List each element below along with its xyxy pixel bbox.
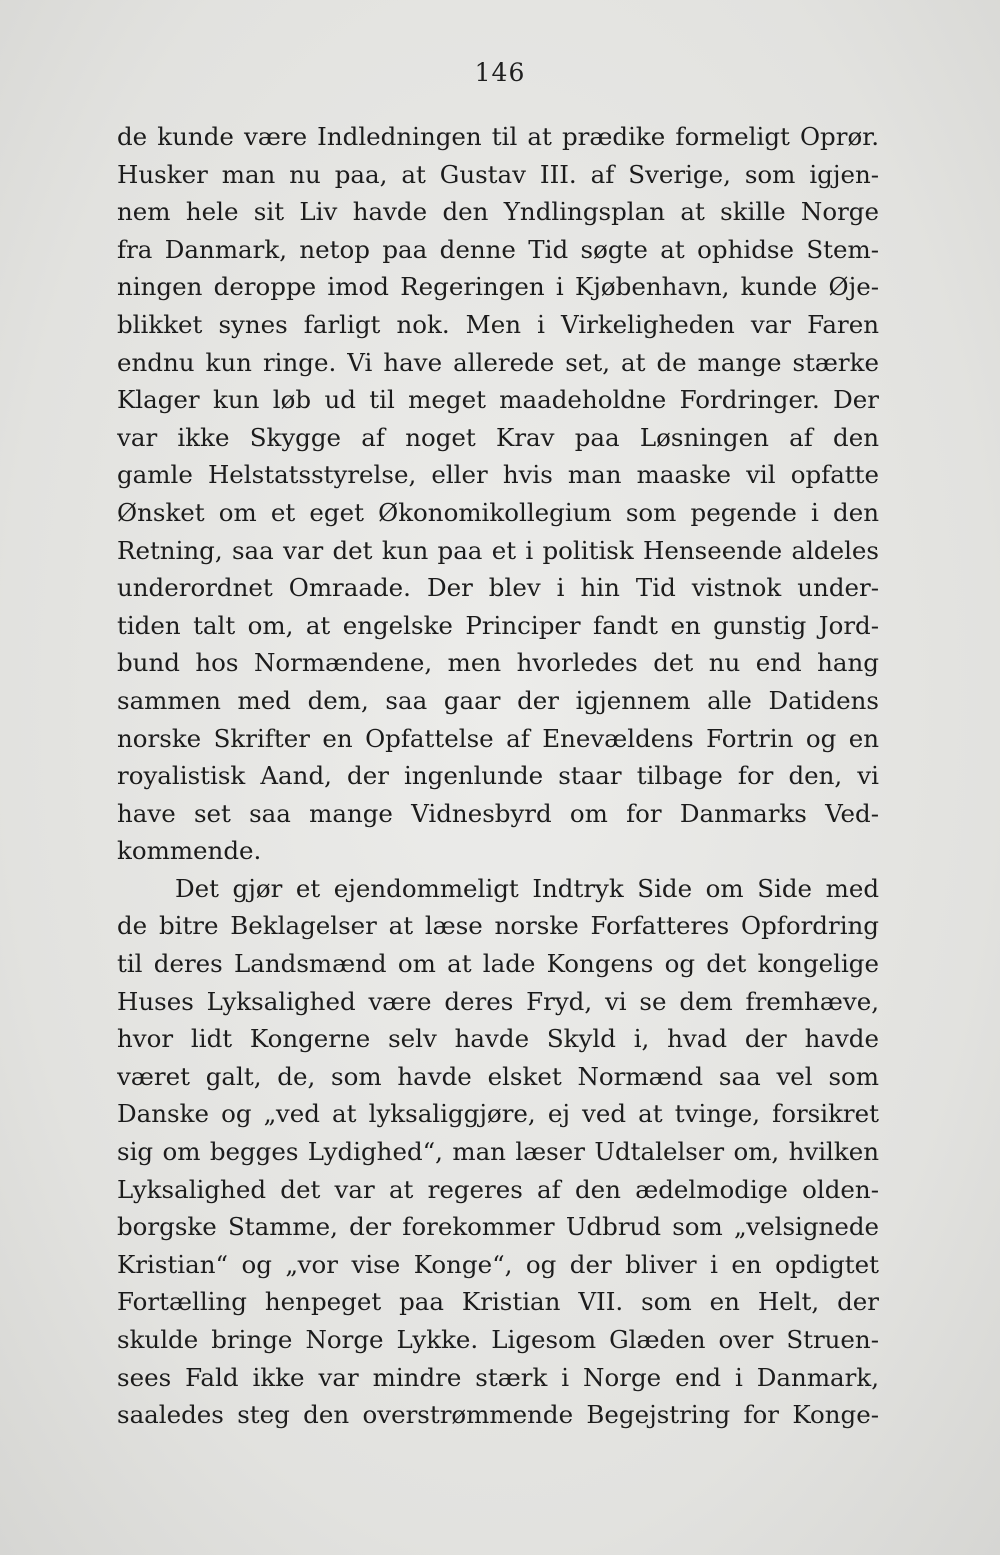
text-line: skulde bringe Norge Lykke. Ligesom Glæden over Struen- — [117, 1325, 879, 1354]
paragraph-end-line: kommende. — [117, 836, 262, 866]
text-line: have set saa mange Vidnesbyrd om for Danmarks Ved- — [117, 798, 879, 828]
text-line: gamle Helstatsstyrelse, eller hvis man maaske vil opfatte — [117, 460, 879, 490]
text-line: ningen deroppe imod Regeringen i Kjøbenhavn, kunde Øje- — [117, 272, 879, 302]
text-line: Husker man nu paa, at Gustav III. af Sverige, som igjen- — [117, 159, 879, 189]
text-line: tiden talt om, at engelske Principer fandt en gunstig Jord- — [117, 610, 879, 640]
text-line: Kristian“ og „vor vise Konge“, og der bliver i en opdigtet — [117, 1249, 879, 1279]
text-line: Klager kun løb ud til meget maadeholdne Fordringer. Der — [117, 385, 879, 415]
text-line: Retning, saa var det kun paa et i politisk Henseende aldeles — [117, 535, 879, 565]
text-line: Lyksalighed det var at regeres af den ædelmodige olden- — [117, 1174, 879, 1204]
text-line: nem hele sit Liv havde den Yndlingsplan at skille Norge — [117, 197, 879, 227]
text-line: var ikke Skygge af noget Krav paa Løsningen af den — [117, 422, 879, 452]
text-line: endnu kun ringe. Vi have allerede set, at de mange stærke — [117, 347, 879, 377]
text-line: saaledes steg den overstrømmende Begejstring for Konge- — [117, 1400, 879, 1430]
text-line: været galt, de, som havde elsket Normænd saa vel som — [117, 1061, 879, 1091]
text-line: borgske Stamme, der forekommer Udbrud som „velsignede — [117, 1212, 879, 1242]
text-line: hvor lidt Kongerne selv havde Skyld i, hvad der havde — [117, 1024, 879, 1054]
text-line: underordnet Omraade. Der blev i hin Tid vistnok under- — [117, 573, 879, 603]
text-line: Ønsket om et eget Økonomikollegium som pegende i den — [117, 497, 879, 527]
text-line: fra Danmark, netop paa denne Tid søgte at ophidse Stem- — [117, 234, 879, 264]
paragraph-start-line: Det gjør et ejendommeligt Indtryk Side om Side med — [175, 873, 879, 903]
text-line: sees Fald ikke var mindre stærk i Norge end i Danmark, — [117, 1362, 879, 1392]
text-line: sammen med dem, saa gaar der igjennem alle Datidens — [117, 685, 879, 715]
text-line: blikket synes farligt nok. Men i Virkeligheden var Faren — [117, 309, 879, 339]
text-line: sig om begges Lydighed“, man læser Udtalelser om, hvilken — [117, 1137, 879, 1167]
text-line: norske Skrifter en Opfattelse af Enevældens Fortrin og en — [117, 723, 879, 753]
text-line: de kunde være Indledningen til at prædike formeligt Oprør. — [117, 122, 879, 151]
text-line: til deres Landsmænd om at lade Kongens og det kongelige — [117, 949, 879, 979]
text-line: royalistisk Aand, der ingenlunde staar tilbage for den, vi — [117, 761, 879, 791]
body-text — [117, 118, 879, 1434]
text-line: bund hos Normændene, men hvorledes det nu end hang — [117, 648, 879, 678]
text-line: Fortælling henpeget paa Kristian VII. som en Helt, der — [117, 1287, 879, 1317]
text-line: Huses Lyksalighed være deres Fryd, vi se dem fremhæve, — [117, 986, 879, 1016]
text-line: Danske og „ved at lyksaliggjøre, ej ved at tvinge, forsikret — [117, 1099, 879, 1129]
page-number: 146 — [474, 58, 526, 87]
text-line: de bitre Beklagelser at læse norske Forfatteres Opfordring — [117, 911, 879, 941]
